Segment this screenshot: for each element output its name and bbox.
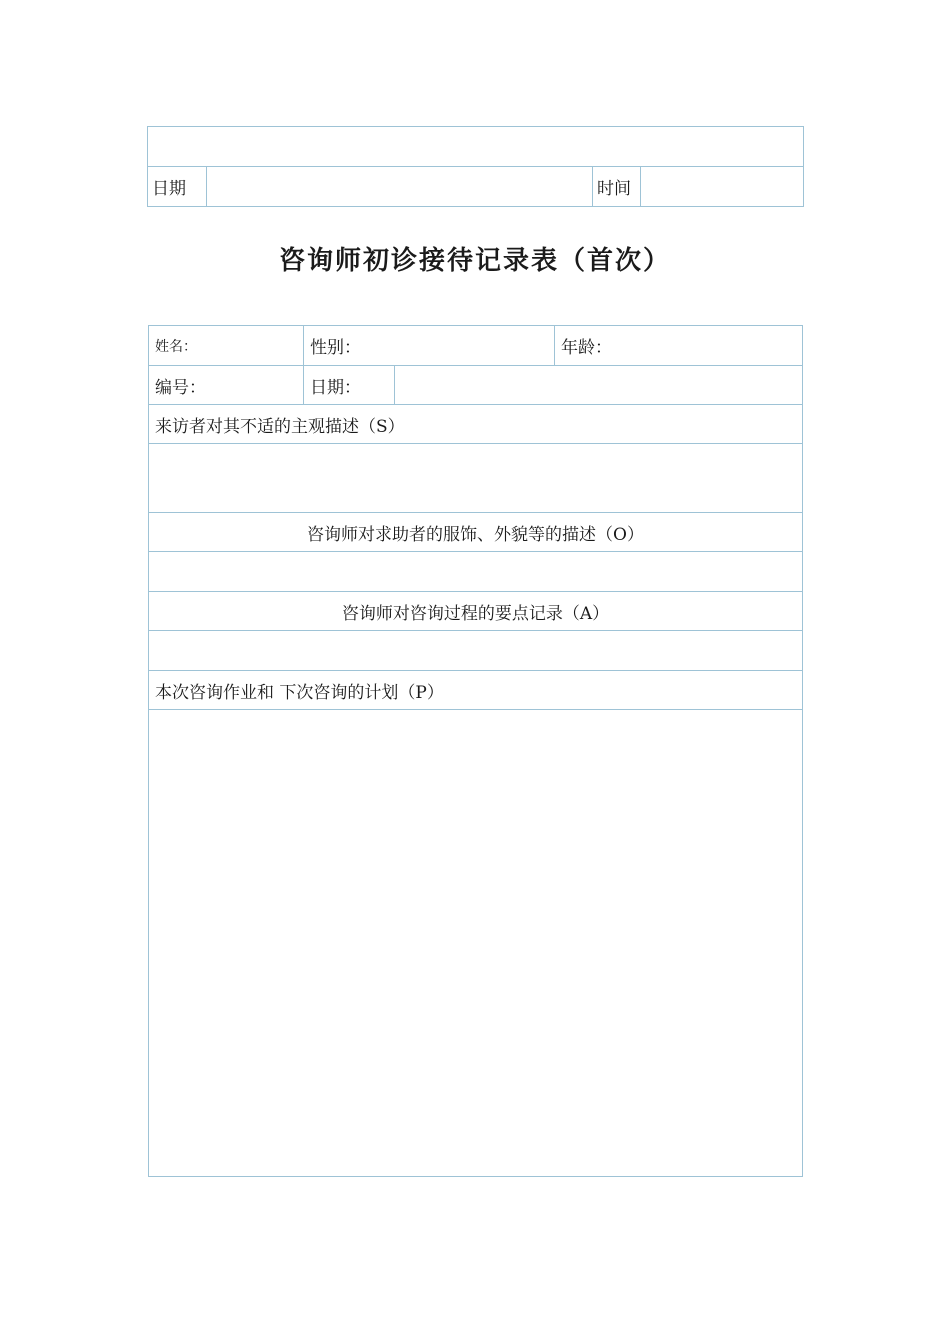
id-field[interactable]: 编号： — [149, 366, 304, 405]
gender-field[interactable]: 性别： — [304, 326, 555, 366]
header-time-label: 时间 — [593, 167, 641, 207]
age-field[interactable]: 年龄： — [555, 326, 803, 366]
header-blank-cell[interactable] — [148, 127, 804, 167]
header-table — [147, 126, 804, 207]
name-field[interactable]: 姓名： — [149, 326, 304, 366]
header-time-field[interactable] — [641, 167, 804, 207]
section-s-heading: 来访者对其不适的主观描述（S） — [149, 405, 803, 444]
section-p-input[interactable] — [149, 710, 803, 1177]
section-a-header-row — [149, 592, 803, 631]
header-blank-row — [148, 127, 804, 167]
section-p-heading: 本次咨询作业和 下次咨询的计划（P） — [149, 671, 803, 710]
section-s-header-row — [149, 405, 803, 444]
section-o-input[interactable] — [149, 552, 803, 592]
header-date-field[interactable] — [207, 167, 593, 207]
section-o-content-row — [149, 552, 803, 592]
section-s-content-row — [149, 444, 803, 513]
page-title: 咨询师初诊接待记录表（首次） — [278, 246, 671, 276]
section-a-heading: 咨询师对咨询过程的要点记录（A） — [149, 592, 803, 631]
record-form-table — [148, 325, 803, 1177]
header-date-time-row — [148, 167, 804, 207]
section-a-input[interactable] — [149, 631, 803, 671]
section-o-header-row — [149, 513, 803, 552]
date-field[interactable] — [395, 366, 803, 405]
section-p-header-row — [149, 671, 803, 710]
section-a-content-row — [149, 631, 803, 671]
form-row-id — [149, 366, 803, 405]
header-date-label: 日期 — [148, 167, 207, 207]
form-row-name — [149, 326, 803, 366]
section-s-input[interactable] — [149, 444, 803, 513]
section-p-content-row — [149, 710, 803, 1177]
section-o-heading: 咨询师对求助者的服饰、外貌等的描述（O） — [149, 513, 803, 552]
date-label: 日期： — [304, 366, 395, 405]
